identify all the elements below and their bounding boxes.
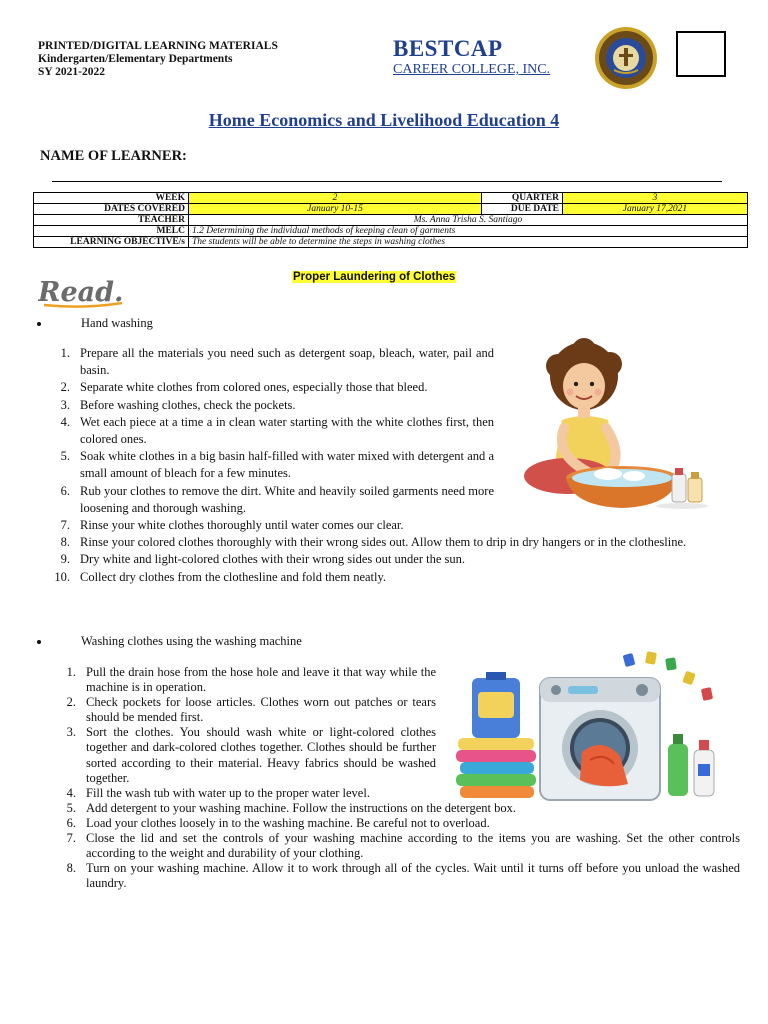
step-text: Turn on your washing machine. Allow it to work through all of the cycles. Wait until it turns off before you unload the washed laundry. <box>86 861 740 891</box>
week-value: 2 <box>189 193 482 204</box>
step-text: Load your clothes loosely in to the washing machine. Be careful not to overload. <box>86 815 490 830</box>
step-number: 4. <box>66 785 76 800</box>
step-text: Rinse your white clothes thoroughly until water comes our clear. <box>80 518 404 533</box>
list-item <box>0 414 494 448</box>
step-text: Pull the drain hose from the hose hole and leave it that way while the machine is in operation. <box>86 665 436 695</box>
bullet-icon <box>37 322 41 326</box>
bullet-icon <box>37 640 41 644</box>
department-label: Kindergarten/Elementary Departments <box>38 53 233 65</box>
step-text: Separate white clothes from colored ones, especially those that bleed. <box>80 380 428 395</box>
step-number: 2. <box>66 695 76 710</box>
subject-title: Home Economics and Livelihood Education 4 <box>208 110 560 130</box>
due-date-label: DUE DATE <box>482 204 563 215</box>
list-item <box>0 551 740 568</box>
list-item <box>0 534 740 551</box>
dates-covered-value: January 10-15 <box>189 204 482 215</box>
quarter-value: 3 <box>563 193 748 204</box>
read-logo <box>38 274 134 313</box>
brand-name: BESTCAP <box>393 36 503 61</box>
table-row <box>34 226 748 237</box>
list-item <box>0 569 740 586</box>
list-item <box>0 397 494 414</box>
table-row <box>34 237 748 248</box>
melc-label: MELC <box>34 226 189 237</box>
step-text: Prepare all the materials you need such as detergent soap, bleach, water, pail and basin. <box>80 346 494 378</box>
code-box <box>676 31 726 77</box>
step-number: 6. <box>66 815 76 830</box>
step-text: Rub your clothes to remove the dirt. White and heavily soiled garments need more loosening and thorough washing. <box>80 483 494 515</box>
section2-heading: Washing clothes using the washing machine <box>37 634 302 649</box>
list-item <box>0 861 740 891</box>
step-text: Wet each piece at a time a in clean water starting with the white clothes first, then colored ones. <box>80 414 494 447</box>
step-number: 3. <box>60 397 70 412</box>
step-number: 4. <box>60 414 70 429</box>
step-number: 9. <box>60 552 70 567</box>
name-field-line[interactable] <box>52 181 722 182</box>
step-number: 2. <box>60 380 70 395</box>
list-item <box>0 517 740 534</box>
step-text: Before washing clothes, check the pockets. <box>80 397 296 412</box>
dates-covered-label: DATES COVERED <box>34 204 189 215</box>
brand-subtitle: CAREER COLLEGE, INC. <box>393 62 551 77</box>
table-row <box>34 204 748 215</box>
step-number: 3. <box>66 725 76 740</box>
melc-value: 1.2 Determining the individual methods of keeping clean of garments <box>189 226 748 237</box>
section1-heading: Hand washing <box>37 316 153 331</box>
step-text: Sort the clothes. You should wash white or light-colored clothes together and dark-colored clothes together. Clothes should be further sorted according to their material. Heavy fabrics should be washed together. <box>86 725 436 785</box>
due-date-value: January 17,2021 <box>563 204 748 215</box>
step-text: Close the lid and set the controls of your washing machine according to the items you are washing. Set the other controls according to the weight and durability of your clothing. <box>86 831 740 861</box>
hand-washing-steps <box>0 345 687 586</box>
list-item <box>0 831 740 861</box>
list-item <box>0 379 494 396</box>
step-text: Check pockets for loose articles. Clothes worn out patches or tears should be mended first. <box>86 695 436 725</box>
step-number: 8. <box>66 861 76 876</box>
materials-label: PRINTED/DIGITAL LEARNING MATERIALS <box>38 40 278 52</box>
step-number: 1. <box>66 665 76 679</box>
step-number: 6. <box>60 483 70 498</box>
step-text: Dry white and light-colored clothes with their wrong sides out under the sun. <box>80 552 465 567</box>
school-year-label: SY 2021-2022 <box>38 66 105 78</box>
list-item <box>0 483 494 517</box>
step-number: 1. <box>60 346 70 360</box>
lesson-title: Proper Laundering of Clothes <box>293 271 456 283</box>
step-number: 5. <box>60 449 70 464</box>
objective-value: The students will be able to determine the steps in washing clothes <box>189 237 748 248</box>
list-item <box>0 816 740 831</box>
info-table <box>33 192 748 248</box>
header-left <box>38 40 278 79</box>
step-number: 5. <box>66 800 76 815</box>
quarter-label: QUARTER <box>482 193 563 204</box>
step-number: 7. <box>60 518 70 533</box>
table-row <box>34 215 748 226</box>
read-logo-text: Read. <box>38 277 124 308</box>
teacher-label: TEACHER <box>34 215 189 226</box>
school-seal-icon <box>594 26 658 90</box>
list-item <box>0 448 494 482</box>
teacher-value: Ms. Anna Trisha S. Santiago <box>189 215 748 226</box>
step-text: Soak white clothes in a big basin half-filled with water mixed with detergent and a small amount of bleach for a few minutes. <box>80 449 494 481</box>
week-label: WEEK <box>34 193 189 204</box>
step-text: Rinse your colored clothes thoroughly with their wrong sides out. Allow them to drip in dry hangers or in the clothesline. <box>80 535 687 550</box>
objective-label: LEARNING OBJECTIVE/s <box>34 237 189 248</box>
list-item <box>0 665 436 695</box>
girl-hand-washing-image <box>512 336 720 514</box>
list-item <box>0 345 494 379</box>
step-number: 8. <box>60 535 70 550</box>
list-item <box>0 725 436 785</box>
step-number: 7. <box>66 831 76 846</box>
washing-machine-image <box>452 648 732 804</box>
step-number: 10. <box>54 569 70 584</box>
brand-block <box>393 36 550 78</box>
table-row <box>34 193 748 204</box>
list-item <box>0 786 436 801</box>
name-of-learner-label: NAME OF LEARNER: <box>40 148 187 164</box>
list-item <box>0 695 436 725</box>
step-text: Collect dry clothes from the clothesline and fold them neatly. <box>80 569 387 584</box>
step-text: Add detergent to your washing machine. Follow the instructions on the detergent box. <box>86 800 517 815</box>
step-text: Fill the wash tub with water up to the proper water level. <box>86 785 370 800</box>
